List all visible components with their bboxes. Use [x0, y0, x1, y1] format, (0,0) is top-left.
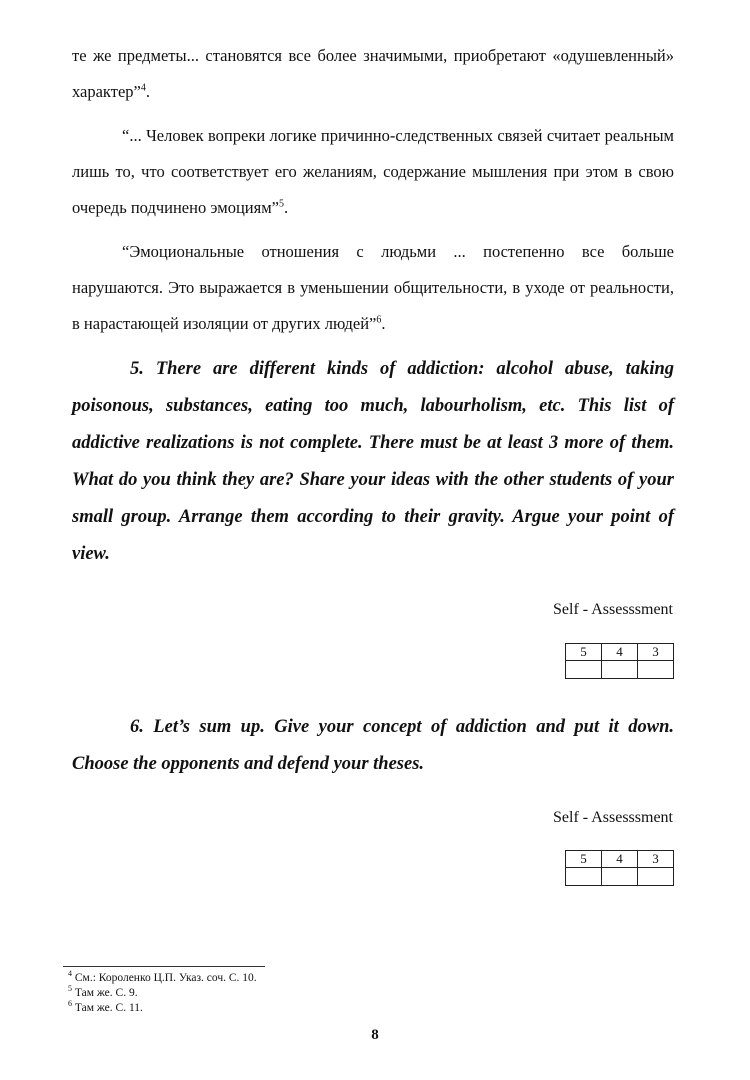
score-mark-cell[interactable]: [602, 661, 638, 679]
score-cell-4[interactable]: 4: [602, 851, 638, 868]
self-assessment-label: Self - Assesssment: [553, 809, 673, 826]
score-mark-cell[interactable]: [602, 868, 638, 886]
footnote-5: $^5$ Там же. С. 9.: [68, 984, 138, 999]
footnote-ref-4[interactable]: 4: [140, 82, 146, 94]
footnote-divider: [63, 966, 265, 967]
task-6-text: 6. Let’s sum up. Give your concept of addiction and put it down. Choose the opponents and defend your theses.: [72, 717, 674, 774]
footnote-ref-5[interactable]: 5: [278, 198, 284, 210]
self-assessment-table: [565, 850, 674, 886]
score-mark-cell[interactable]: [566, 868, 602, 886]
score-cell-3[interactable]: 3: [638, 644, 674, 661]
self-assessment-label: Self - Assesssment: [553, 601, 673, 618]
score-mark-cell[interactable]: [638, 661, 674, 679]
score-cell-4[interactable]: 4: [602, 644, 638, 661]
footnote-4: $^4$ См.: Короленко Ц.П. Указ. соч. С. 10.: [68, 969, 257, 984]
score-cell-3[interactable]: 3: [638, 851, 674, 868]
footnotes: [68, 971, 257, 1016]
score-cell-5[interactable]: 5: [566, 644, 602, 661]
quote-paragraph-3: “Эмоциональные отношения с людьми ... постепенно все больше нарушаются. Это выражается в уменьшении общительности, в уходе от реальности, в нарастающей изоляции от других людей”$^6$.: [72, 242, 674, 333]
self-assessment-table: [565, 643, 674, 679]
quote-paragraph-2: “... Человек вопреки логике причинно-следственных связей считает реальным лишь то, что соответствует его желаниям, содержание мышления при этом в свою очередь подчинено эмоциям”$^5$.: [72, 126, 674, 217]
score-mark-cell[interactable]: [638, 868, 674, 886]
score-cell-5[interactable]: 5: [566, 851, 602, 868]
task-5-text: 5. There are different kinds of addiction: alcohol abuse, taking poisonous, substances, eating too much, labourholism, etc. This list of addictive realizations is not complete. There must be at least 3 more of them. What do you think they are? Share your ideas with the other students of your small group. Arrange them according to their gravity. Argue your point of view.: [72, 359, 674, 564]
page-number: 8: [371, 1027, 379, 1043]
footnote-ref-6[interactable]: 6: [376, 314, 382, 326]
score-mark-cell[interactable]: [566, 661, 602, 679]
quote-paragraph-1: те же предметы... становятся все более значимыми, приобретают «одушевленный» характер”$^4$.: [72, 46, 674, 101]
footnote-6: $^6$ Там же. С. 11.: [68, 999, 143, 1014]
